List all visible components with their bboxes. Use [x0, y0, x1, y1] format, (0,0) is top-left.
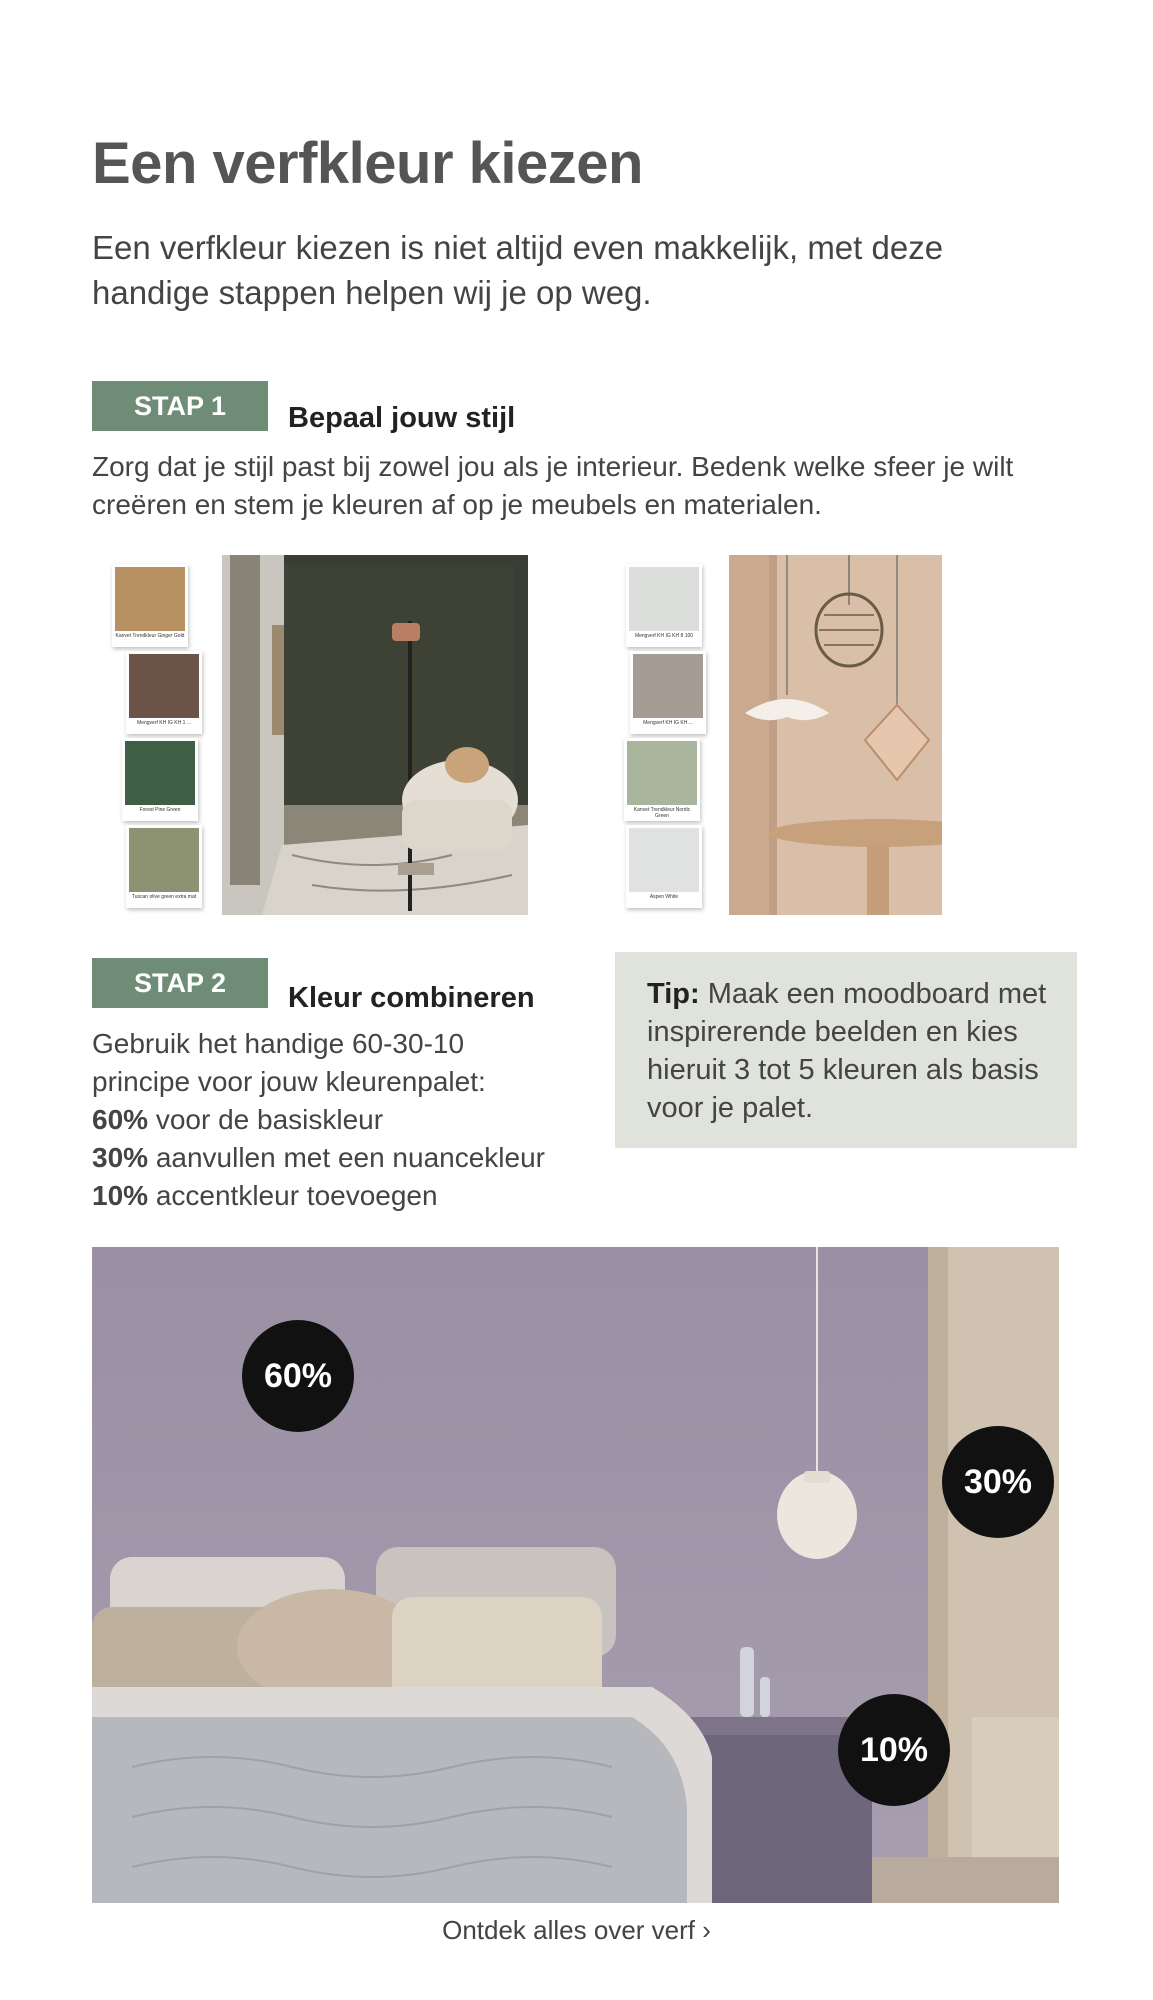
step2-badge: STAP 2: [92, 958, 268, 1008]
palette-right: [622, 564, 712, 908]
discover-paint-link[interactable]: Ontdek alles over verf ›: [442, 1915, 711, 1945]
color-chip: [629, 567, 699, 631]
living-room-photo: [222, 555, 528, 915]
swatch-card: [626, 825, 702, 908]
page-title: Een verfkleur kiezen: [92, 131, 643, 196]
swatch-card: [630, 651, 706, 734]
rule-item: [92, 1177, 652, 1215]
rule-text: voor de basiskleur: [155, 1104, 384, 1135]
palette-left: [112, 564, 202, 908]
step2-intro: Gebruik het handige 60-30-10 principe voor jouw kleurenpalet:: [92, 1028, 486, 1097]
badge-30: 30%: [942, 1426, 1054, 1538]
color-chip: [129, 828, 199, 892]
swatch-card: [112, 564, 188, 647]
color-chip: [115, 567, 185, 631]
tip-body: Maak een moodboard met inspirerende beelden en kies hieruit 3 tot 5 kleuren als basis voor je palet.: [647, 978, 1047, 1124]
swatch-caption: Forest Pine Green: [139, 807, 181, 813]
bedroom-photo: [92, 1247, 1059, 1903]
swatch-caption: Mengverf KH IG KH 1 ...: [137, 720, 191, 726]
step2-heading: Kleur combineren: [288, 982, 535, 1014]
swatch-card: [122, 738, 198, 821]
rule-pct: 10%: [92, 1180, 149, 1211]
swatch-card: [624, 738, 700, 821]
rule-item: [92, 1139, 652, 1177]
intro-text: Een verfkleur kiezen is niet altijd even makkelijk, met deze handige stappen helpen wij je op weg.: [92, 229, 944, 311]
color-chip: [125, 741, 195, 805]
step1-badge: STAP 1: [92, 381, 268, 431]
step1-text: Zorg dat je stijl past bij zowel jou als je interieur. Bedenk welke sfeer je wilt creëren en stem je kleuren af op je meubels en materialen.: [92, 451, 1014, 520]
rule-item: [92, 1101, 652, 1139]
rule-text: aanvullen met een nuancekleur: [155, 1142, 545, 1173]
step1-heading: Bepaal jouw stijl: [288, 402, 516, 434]
swatch-caption: Mengverf KH IG KH 8 100: [634, 633, 694, 639]
rule-pct: 30%: [92, 1142, 149, 1173]
color-chip: [633, 654, 703, 718]
swatch-caption: Mengverf KH IG KH ...: [643, 720, 693, 726]
swatch-caption: Tuscan olive green extra mat: [131, 894, 197, 900]
color-chip: [629, 828, 699, 892]
lamps-photo: [729, 555, 942, 915]
badge-10: 10%: [838, 1694, 950, 1806]
color-chip: [129, 654, 199, 718]
rule-list: [92, 1101, 652, 1215]
tip-text: [647, 975, 1057, 1127]
swatch-card: [626, 564, 702, 647]
swatch-caption: Aspen White: [649, 894, 679, 900]
rule-text: accentkleur toevoegen: [155, 1180, 438, 1211]
tip-label: Tip:: [647, 978, 700, 1010]
swatch-card: [126, 825, 202, 908]
swatch-caption: Kanvet Trendkleur Ginger Gold: [115, 633, 185, 639]
color-chip: [627, 741, 697, 805]
swatch-card: [126, 651, 202, 734]
badge-60: 60%: [242, 1320, 354, 1432]
swatch-caption: Kanvet Trendkleur Nordic Green: [633, 807, 691, 819]
rule-pct: 60%: [92, 1104, 149, 1135]
